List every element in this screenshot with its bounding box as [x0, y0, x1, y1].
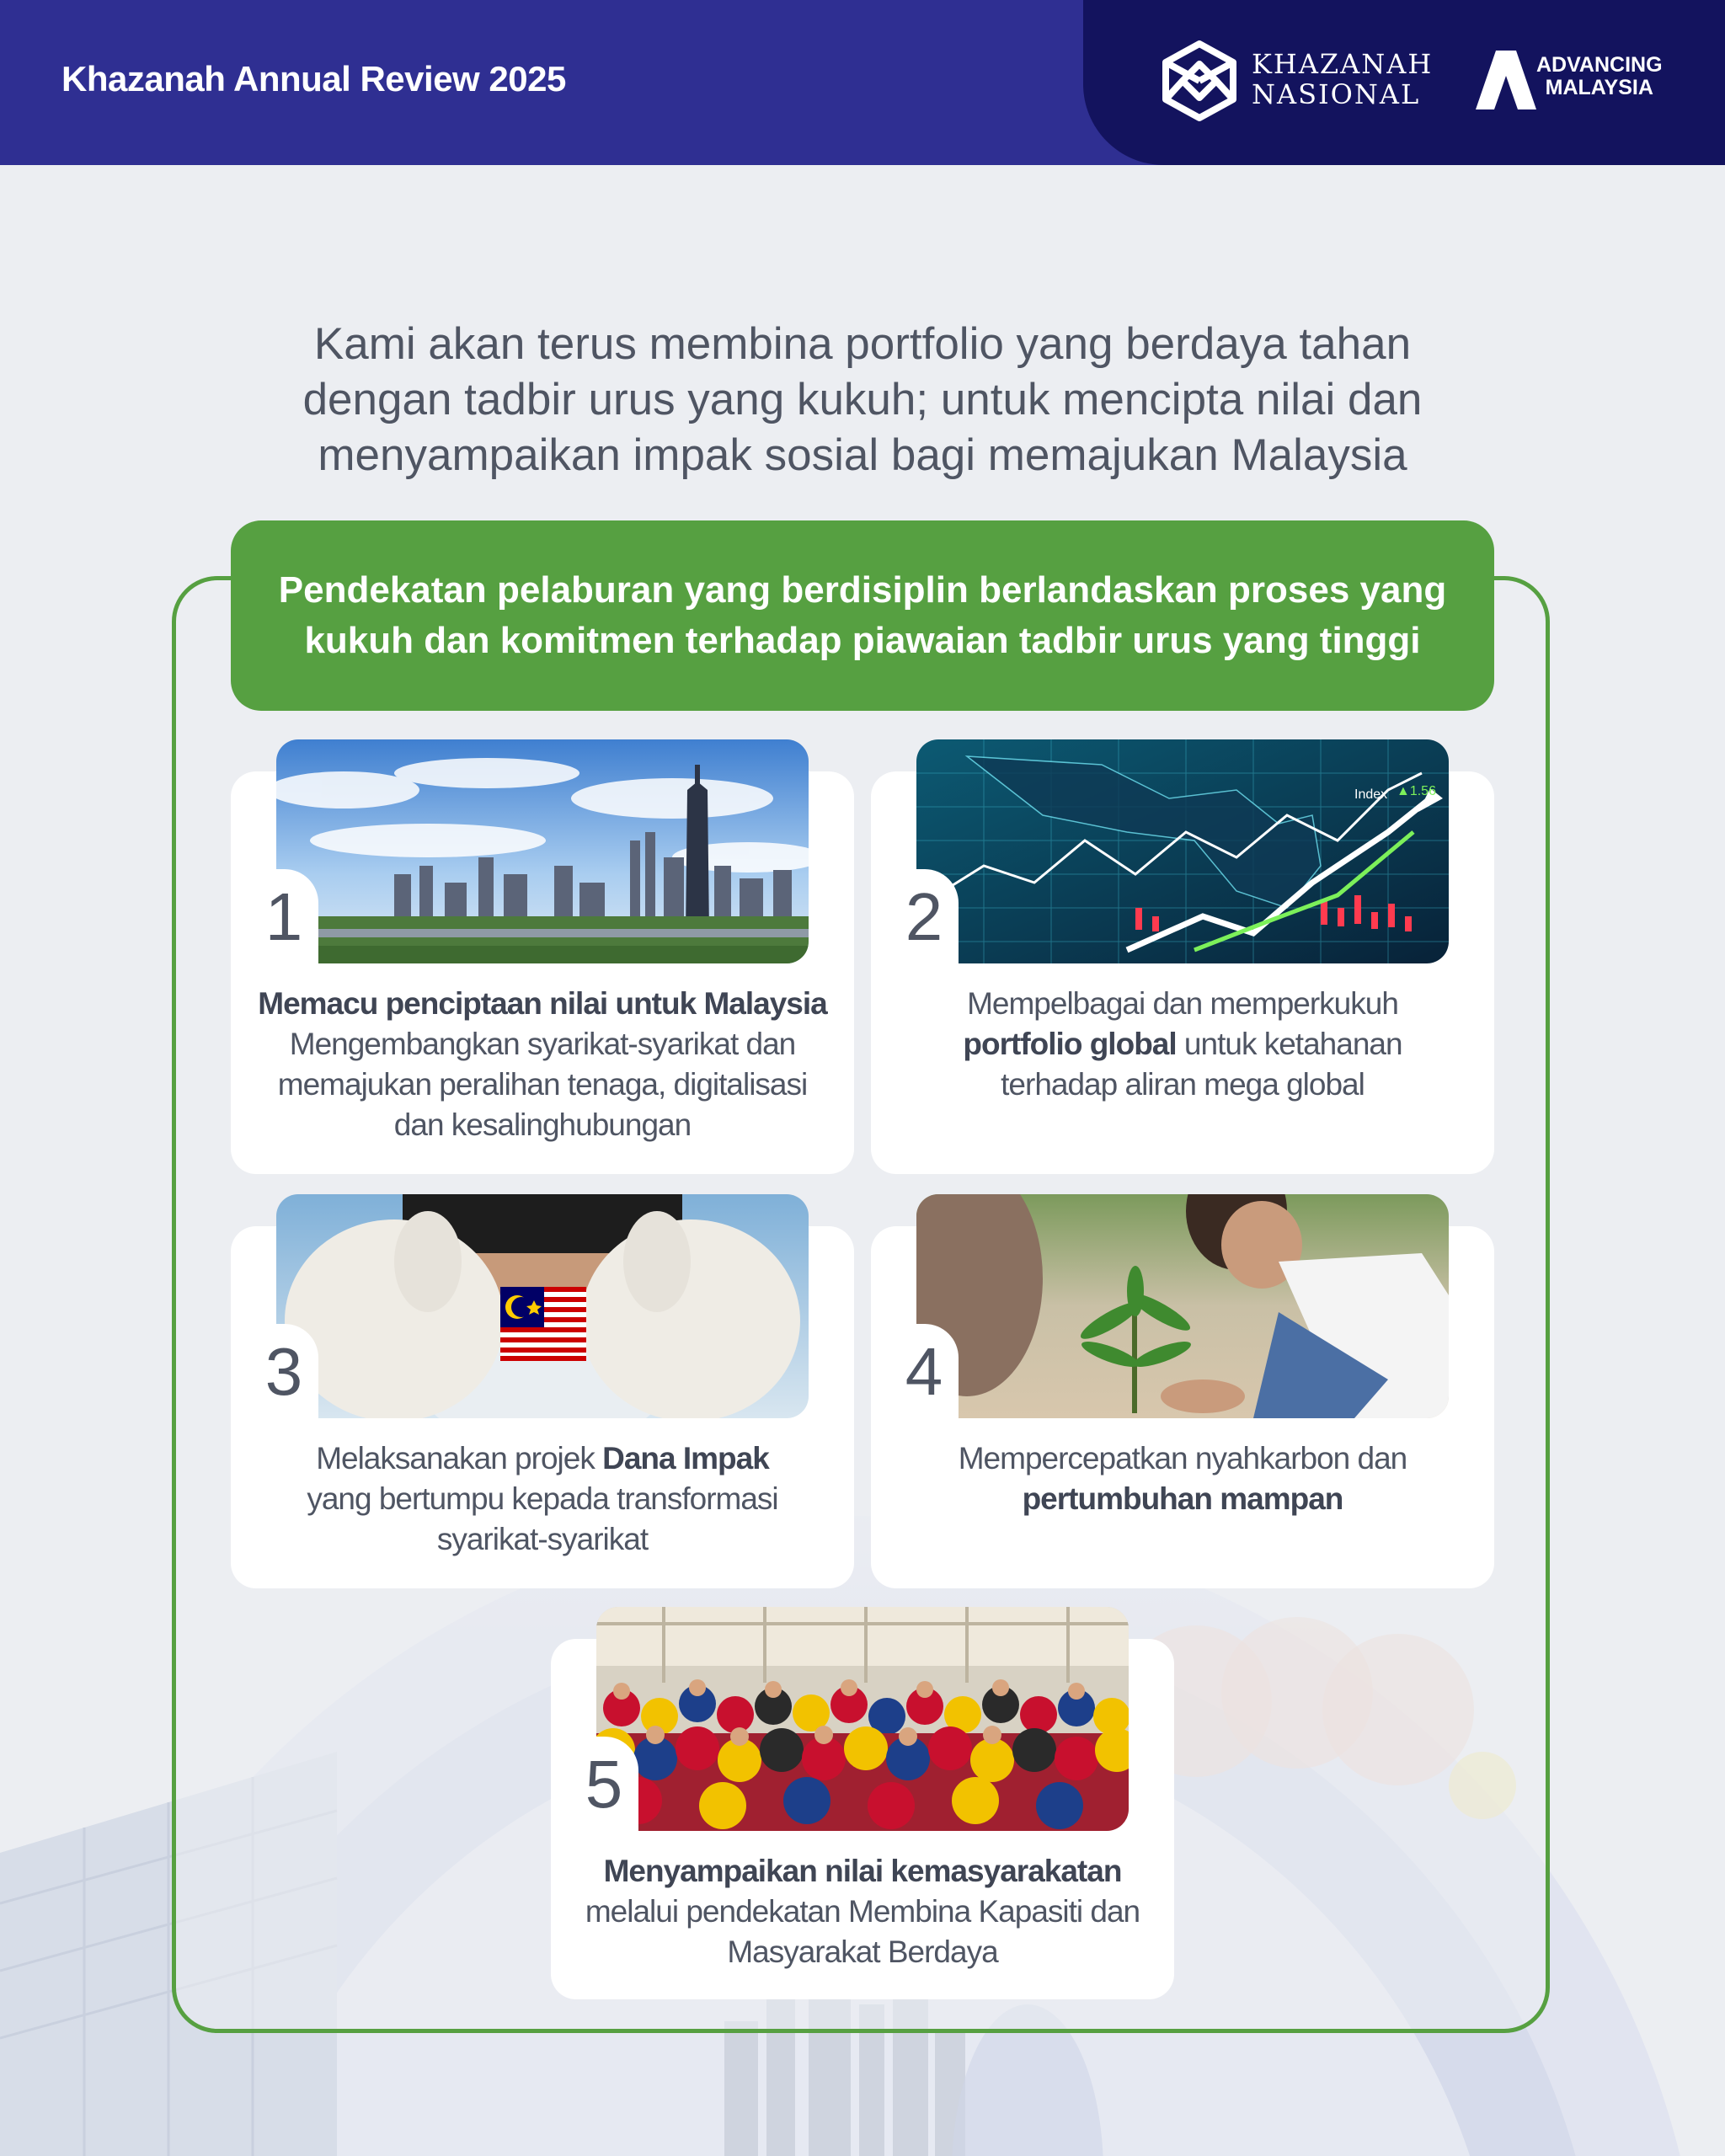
pillar-description [251, 1438, 834, 1560]
pillar-number: 5 [585, 1747, 623, 1822]
banner-line-2: kukuh dan komitmen terhadap piawaian tadbir urus yang tinggi [304, 620, 1421, 661]
headline-line-2: dengan tadbir urus yang kukuh; untuk mencipta nilai dan [302, 375, 1423, 424]
pillar-line-rest: untuk ketahanan [1176, 1027, 1402, 1061]
pillar-card-1 [231, 771, 854, 1174]
header-logo-panel [1083, 0, 1725, 165]
banner-line-1: Pendekatan pelaburan yang berdisiplin berlandaskan proses yang [278, 569, 1447, 611]
khazanah-wordmark [1252, 49, 1433, 109]
tagline-line-1: ADVANCING [1536, 53, 1663, 77]
tagline-line-2: MALAYSIA [1545, 76, 1653, 99]
global-market-chart-image [916, 739, 1449, 963]
pillar-number: 2 [905, 879, 943, 954]
pillar-card-2 [871, 771, 1494, 1174]
pillar-line: terhadap aliran mega global [1001, 1067, 1365, 1102]
community-crowd-image [596, 1607, 1129, 1831]
logo-line-2: NASIONAL [1252, 78, 1421, 110]
advancing-malaysia-logo-icon [1472, 47, 1540, 111]
chart-index-label: Index [1354, 787, 1388, 802]
headline-statement [211, 317, 1514, 483]
pillar-line: Masyarakat Berdaya [727, 1935, 998, 1969]
pillar-line [251, 1438, 834, 1479]
pillar-description [251, 984, 834, 1145]
pillar-line: Mengembangkan syarikat-syarikat dan [289, 1027, 796, 1061]
pillar-bold-text: portfolio global [963, 1027, 1177, 1061]
headline-line-1: Kami akan terus membina portfolio yang berdaya tahan [313, 319, 1412, 369]
pillar-description [891, 984, 1474, 1105]
malaysian-flag-image [276, 1194, 809, 1418]
khazanah-logo-icon [1161, 39, 1238, 123]
pillar-line: memajukan peralihan tenaga, digitalisasi [277, 1067, 808, 1102]
headline-line-3: menyampaikan impak sosial bagi memajukan Malaysia [318, 430, 1407, 480]
pillar-description [571, 1851, 1154, 1972]
pillar-bold-text: Dana Impak [602, 1441, 769, 1476]
header-bar [0, 0, 1725, 165]
pillar-bold-text: pertumbuhan mampan [1022, 1481, 1343, 1516]
pillar-line: syarikat-syarikat [436, 1522, 649, 1556]
pillar-card-3 [231, 1226, 854, 1588]
pillar-number: 1 [264, 879, 303, 954]
tree-planting-image [916, 1194, 1449, 1418]
pillar-card-5 [551, 1639, 1174, 1999]
pillar-line: dan kesalinghubungan [393, 1107, 692, 1142]
pillar-title: Menyampaikan nilai kemasyarakatan [603, 1854, 1122, 1888]
city-skyline-image [276, 739, 809, 963]
pillar-line-pre: Melaksanakan projek [316, 1441, 603, 1476]
pillar-line: Mempelbagai dan memperkukuh [967, 986, 1398, 1021]
pillar-line: yang bertumpu kepada transformasi [307, 1481, 778, 1516]
pillar-line: Mempercepatkan nyahkarbon dan [958, 1441, 1407, 1476]
pillar-line: melalui pendekatan Membina Kapasiti dan [585, 1894, 1140, 1929]
chart-index-value: ▲1.56 [1397, 784, 1436, 798]
pillar-title: Memacu penciptaan nilai untuk Malaysia [258, 986, 827, 1021]
report-title: Khazanah Annual Review 2025 [61, 59, 566, 99]
pillar-number: 3 [264, 1334, 303, 1409]
pillar-description [891, 1438, 1474, 1519]
logo-line-1: KHAZANAH [1252, 48, 1434, 80]
malaysia-flag-icon [500, 1287, 586, 1361]
advancing-malaysia-wordmark [1536, 54, 1663, 99]
pillar-number: 4 [905, 1334, 943, 1409]
pillar-line [891, 1024, 1474, 1065]
pillar-card-4 [871, 1226, 1494, 1588]
approach-banner [231, 520, 1494, 711]
